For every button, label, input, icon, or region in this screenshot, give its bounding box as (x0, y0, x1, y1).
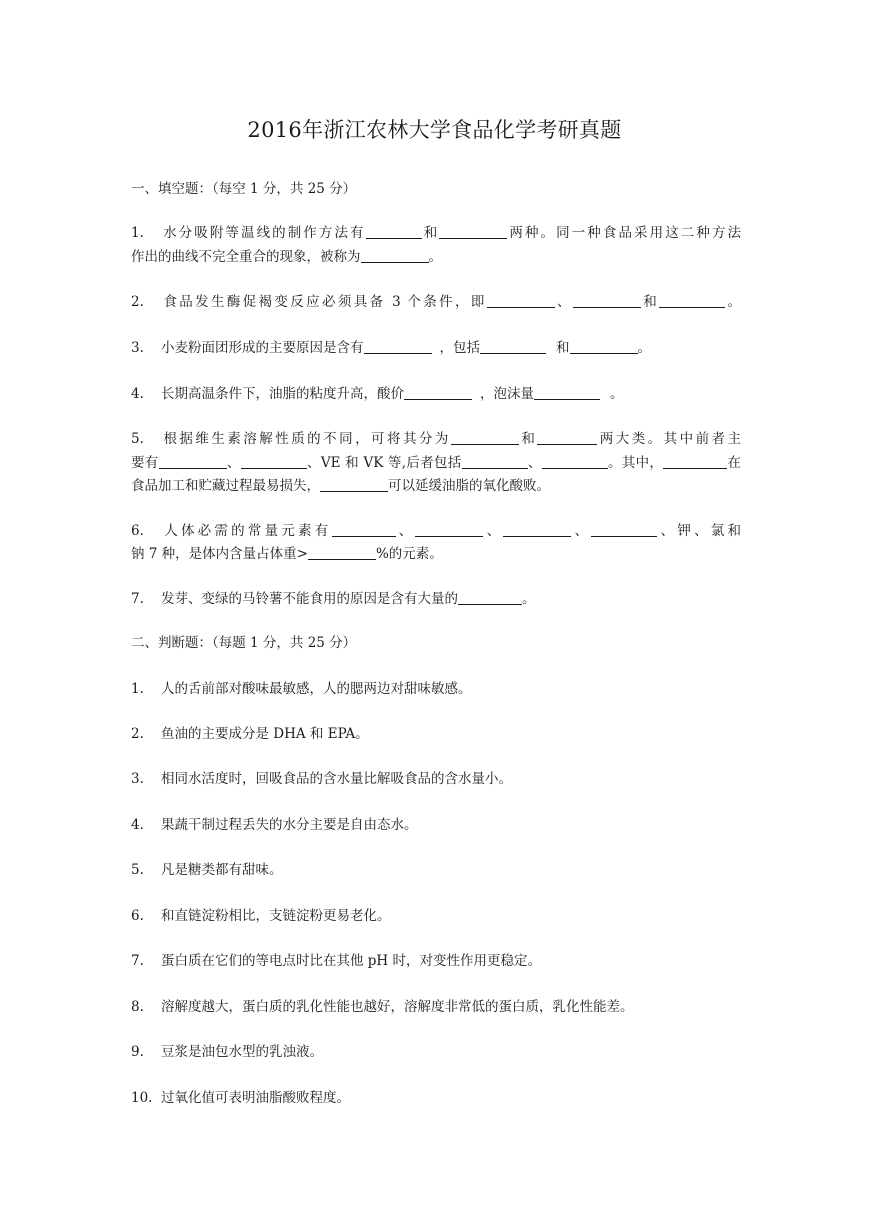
question-text: 、 (395, 523, 416, 539)
question-text: 鱼油的主要成分是 DHA 和 EPA。 (161, 726, 369, 742)
question-text: 、 (571, 523, 592, 539)
question-text: 和直链淀粉相比，支链淀粉更易老化。 (161, 908, 391, 924)
question-5-line-3 (131, 474, 741, 494)
question-text: 人的舌前部对酸味最敏感，人的腮两边对甜味敏感。 (161, 681, 472, 697)
question-text: 两种。同一种食品采用这二种方法 (507, 225, 742, 241)
question-number: 7. (131, 591, 144, 607)
question-text: 水分吸附等温线的制作方法有 (161, 225, 366, 241)
question-text: 作出的曲线不完全重合的现象，被称为 (131, 249, 361, 265)
answer-blank (439, 224, 507, 239)
answer-blank (659, 293, 725, 308)
answer-blank (415, 522, 483, 537)
question-5-line-2 (131, 451, 741, 471)
section-heading-true-false: 二、判断题：（每题 1 分，共 25 分） (131, 635, 357, 651)
question-text: 要有 (131, 455, 159, 471)
tf-item (131, 722, 741, 742)
question-number: 4. (131, 386, 144, 402)
question-number: 5. (131, 431, 144, 447)
tf-item (131, 858, 741, 878)
answer-blank (404, 385, 472, 400)
question-number: 3. (131, 771, 144, 787)
question-text: 、 (554, 294, 573, 310)
question-text: 、 (483, 523, 504, 539)
question-text: 小麦粉面团形成的主要原因是含有 (161, 340, 364, 356)
answer-blank (364, 339, 432, 354)
question-text: 溶解度越大，蛋白质的乳化性能也越好，溶解度非常低的蛋白质，乳化性能差。 (161, 999, 634, 1015)
answer-blank (451, 430, 519, 445)
question-1-line-2 (131, 245, 741, 265)
question-text: 相同水活度时，回吸食品的含水量比解吸食品的含水量小。 (161, 771, 512, 787)
question-text: 发芽、变绿的马铃薯不能食用的原因是含有大量的 (161, 591, 458, 607)
question-7 (131, 587, 741, 607)
answer-blank (320, 477, 388, 492)
answer-blank (462, 454, 528, 469)
question-5-line-1 (131, 427, 741, 447)
answer-blank (480, 339, 546, 354)
tf-item (131, 1086, 741, 1106)
question-text: 凡是糖类都有甜味。 (161, 862, 283, 878)
question-6-line-1 (131, 519, 741, 539)
question-text: 。其中， (607, 455, 664, 471)
answer-blank (332, 522, 396, 537)
answer-blank (573, 293, 641, 308)
answer-blank (570, 339, 638, 354)
question-text: 。 (610, 386, 624, 402)
answer-blank (591, 522, 657, 537)
question-number: 1. (131, 681, 144, 697)
question-text: 长期高温条件下，油脂的粘度升高，酸价 (161, 386, 404, 402)
answer-blank (366, 224, 422, 239)
answer-blank (542, 454, 608, 469)
question-text: ，包括 (439, 340, 480, 356)
question-text: 在 (727, 455, 742, 471)
question-number: 10. (131, 1090, 153, 1106)
answer-blank (487, 293, 555, 308)
question-text: 。 (428, 249, 442, 265)
page-title: 2016年浙江农林大学食品化学考研真题 (247, 118, 622, 142)
question-text: 和 (421, 225, 440, 241)
tf-item (131, 767, 741, 787)
answer-blank (534, 385, 600, 400)
question-number: 2. (131, 294, 144, 310)
answer-blank (537, 430, 597, 445)
question-3 (131, 336, 741, 356)
question-1-line-1 (131, 221, 741, 241)
question-text: 食品发生酶促褐变反应必须具备 3 个条件，即 (161, 294, 487, 310)
tf-item (131, 1040, 741, 1060)
question-number: 4. (131, 817, 144, 833)
question-number: 8. (131, 999, 144, 1015)
question-text: 。 (725, 294, 742, 310)
question-number: 3. (131, 340, 144, 356)
question-2 (131, 290, 741, 310)
question-text: 、 (226, 455, 241, 471)
question-text: 人体必需的常量元素有 (161, 523, 332, 539)
question-text: 和 (556, 340, 570, 356)
question-text: 钠 7 种，是体内含量占体重> (131, 546, 308, 562)
question-text: 食品加工和贮藏过程最易损失， (131, 478, 320, 494)
tf-item (131, 949, 741, 969)
tf-item (131, 677, 741, 697)
question-text: 、钾、氯和 (657, 523, 742, 539)
question-number: 9. (131, 1044, 144, 1060)
answer-blank (361, 248, 429, 263)
question-number: 6. (131, 908, 144, 924)
question-text: 。 (637, 340, 651, 356)
question-text: 和 (518, 431, 538, 447)
tf-item (131, 813, 741, 833)
section-heading-fill-in: 一、填空题：（每空 1 分，共 25 分） (131, 181, 357, 197)
answer-blank (241, 454, 307, 469)
question-number: 1. (131, 225, 144, 241)
question-text: ，泡沫量 (480, 386, 534, 402)
question-text: 根据维生素溶解性质的不同，可将其分为 (161, 431, 451, 447)
question-number: 7. (131, 953, 144, 969)
question-text: 可以延缓油脂的氧化酸败。 (388, 478, 550, 494)
answer-blank (458, 590, 522, 605)
question-number: 5. (131, 862, 144, 878)
question-4 (131, 382, 741, 402)
question-text: 豆浆是油包水型的乳浊液。 (161, 1044, 323, 1060)
question-text: 和 (640, 294, 660, 310)
question-text: 、VE 和 VK 等,后者包括 (306, 455, 462, 471)
question-text: %的元素。 (375, 546, 443, 562)
answer-blank (159, 454, 227, 469)
answer-blank (663, 454, 727, 469)
tf-item (131, 995, 741, 1015)
question-number: 6. (131, 523, 144, 539)
question-text: 果蔬干制过程丢失的水分主要是自由态水。 (161, 817, 418, 833)
answer-blank (308, 545, 376, 560)
question-text: 两大类。其中前者主 (597, 431, 742, 447)
question-6-line-2 (131, 542, 741, 562)
question-text: 、 (527, 455, 542, 471)
question-number: 2. (131, 726, 144, 742)
tf-item (131, 904, 741, 924)
question-text: 。 (522, 591, 536, 607)
question-text: 过氧化值可表明油脂酸败程度。 (161, 1090, 350, 1106)
question-text: 蛋白质在它们的等电点时比在其他 pH 时，对变性作用更稳定。 (161, 953, 541, 969)
answer-blank (503, 522, 571, 537)
